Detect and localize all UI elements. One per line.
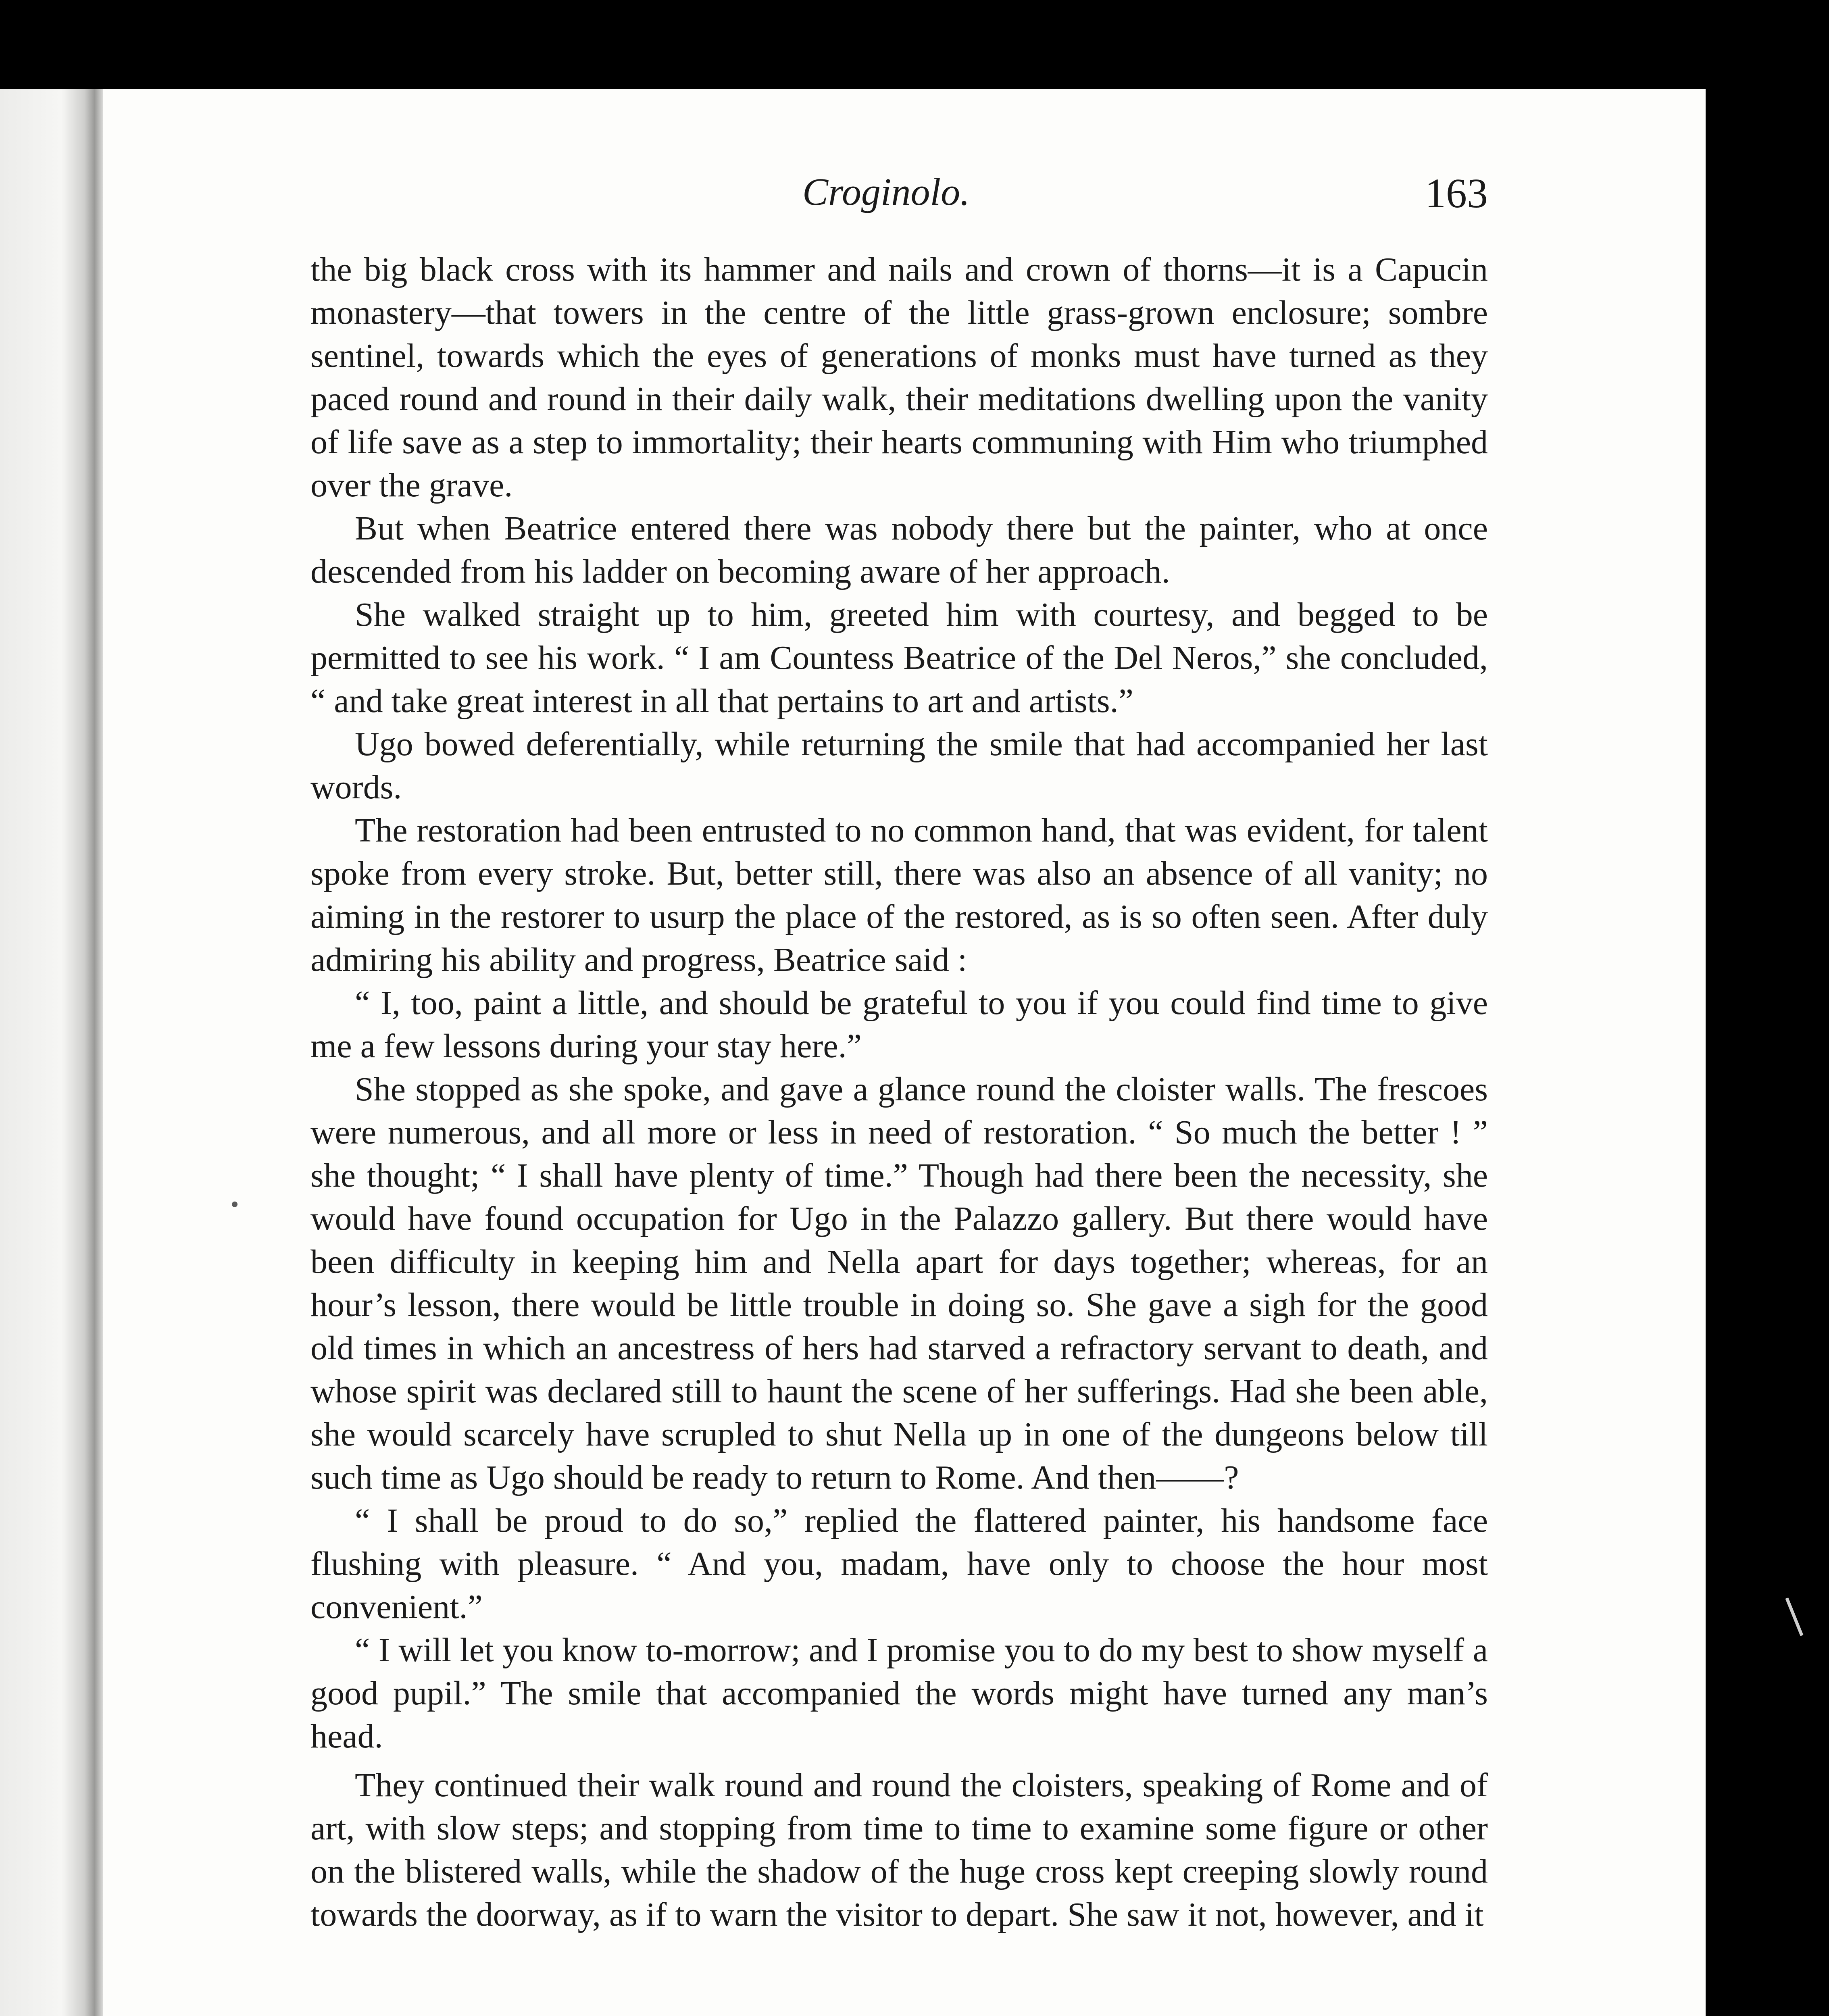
paragraph: She stopped as she spoke, and gave a glance round the cloister walls. The frescoes were numerous, and all more or less in need of restoration. “ So much the better ! ” she thought; “ I shall have plenty of time.” Though had there been the necessity, she would have found occupation for Ugo in the Palazzo gallery. But there would have been difficulty in keeping him and Nella apart for days together; whereas, for an hour’s lesson, there would be little trouble in doing so. She gave a sigh for the good old times in which an ancestress of hers had starved a refractory servant to death, and whose spirit was declared still to haunt the scene of her sufferings. Had she been able, she would scarcely have scrupled to shut Nella up in one of the dungeons below till such time as Ugo should be ready to return to Rome. And then——?	[310, 1070, 1488, 1496]
scan-edge-mark	[1785, 1597, 1804, 1636]
paragraph: They continued their walk round and round the cloisters, speaking of Rome and of art, with slow steps; and stopping from time to time to examine some figure or other on the blistered walls, while the shadow of the huge cross kept creeping slowly round towards the doorway, as if to warn the visitor to depart. She saw it not, however, and it	[310, 1766, 1488, 1933]
paragraph: “ I, too, paint a little, and should be grateful to you if you could find time to give me a few lessons during your stay here.”	[310, 984, 1488, 1065]
paragraph: She walked straight up to him, greeted him with courtesy, and begged to be permitted to see his work. “ I am Countess Beatrice of the Del Neros,” she concluded, “ and take great interest in all that pertains to art and artists.”	[310, 596, 1488, 720]
paragraph: “ I shall be proud to do so,” replied the flattered painter, his handsome face flushing with pleasure. “ And you, madam, have only to choose the hour most convenient.”	[310, 1502, 1488, 1626]
page-gutter-shadow	[0, 89, 103, 2016]
scan-speck	[232, 1202, 237, 1207]
paragraph: “ I will let you know to-morrow; and I promise you to do my best to show myself a good pupil.” The smile that accompanied the words might have turned any man’s head.	[310, 1631, 1488, 1755]
body-text	[310, 248, 1488, 1936]
paragraph: The restoration had been entrusted to no common hand, that was evident, for talent spoke from every stroke. But, better still, there was also an absence of all vanity; no aiming in the restorer to usurp the place of the restored, as is so often seen. After duly admiring his ability and progress, Beatrice said :	[310, 812, 1488, 979]
paragraph: Ugo bowed deferentially, while returning the smile that had accompanied her last words.	[310, 725, 1488, 806]
page-number: 163	[1425, 170, 1488, 217]
page-header	[310, 169, 1488, 234]
paragraph: But when Beatrice entered there was nobody there but the painter, who at once descended from his ladder on becoming aware of her approach.	[310, 510, 1488, 590]
running-title: Croginolo.	[802, 170, 970, 213]
paragraph: the big black cross with its hammer and nails and crown of thorns—it is a Capucin monastery—that towers in the centre of the little grass-grown enclosure; sombre sentinel, towards which the eyes of generations of monks must have turned as they paced round and round in their daily walk, their meditations dwelling upon the vanity of life save as a step to immortality; their hearts communing with Him who triumphed over the grave.	[310, 251, 1488, 504]
